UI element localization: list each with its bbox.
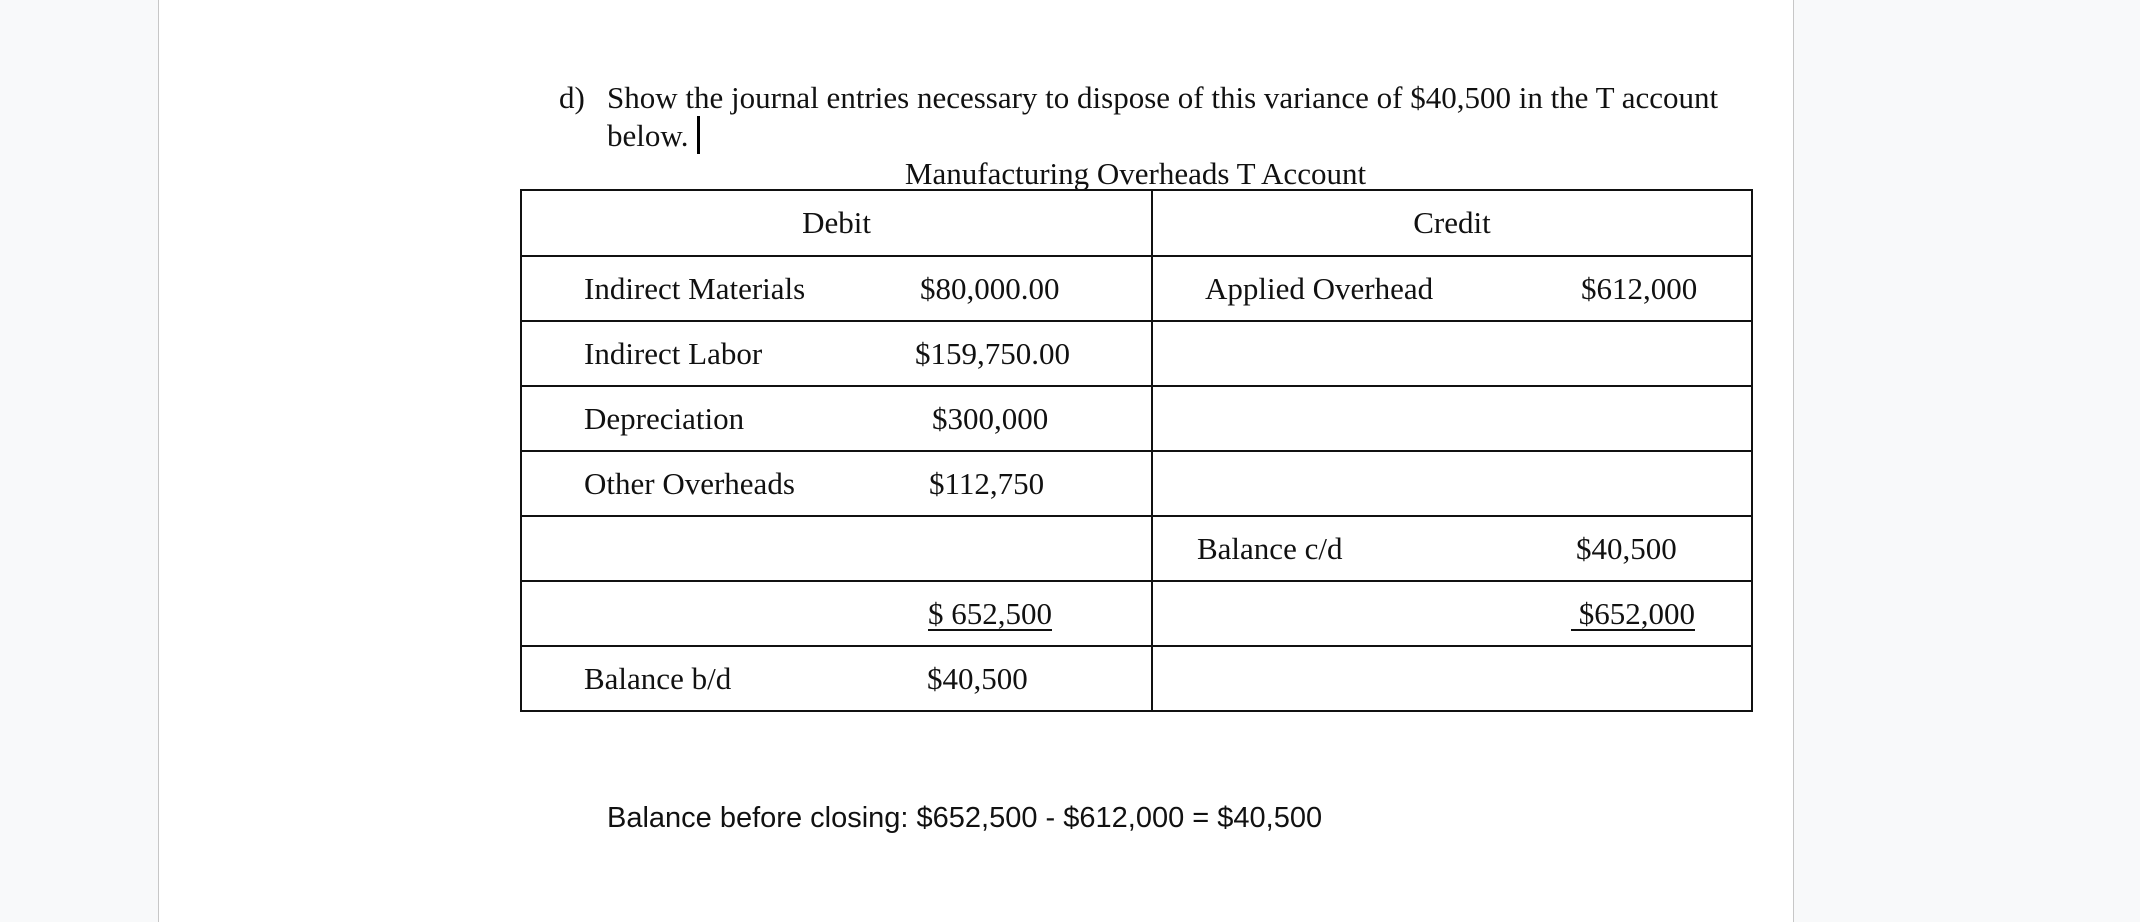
debit-total-amount: $ 652,500 (928, 595, 1052, 631)
balance-note: Balance before closing: $652,500 - $612,000 = $40,500 (607, 802, 1323, 834)
debit-cell[interactable] (521, 646, 1152, 711)
credit-cell[interactable] (1152, 386, 1752, 451)
t-account-title-text: Manufacturing Overheads T Account (904, 156, 1367, 191)
t-account-table[interactable] (520, 189, 1753, 712)
credit-header: Credit (1152, 190, 1752, 256)
table-row (521, 386, 1752, 451)
credit-label: Applied Overhead (1205, 270, 1434, 306)
credit-total-amount: $652,000 (1571, 595, 1695, 631)
debit-cell[interactable] (521, 516, 1152, 581)
table-row (521, 581, 1752, 646)
debit-amount: $300,000 (932, 400, 1049, 436)
table-row (521, 646, 1752, 711)
credit-cell[interactable] (1152, 581, 1752, 646)
document-page[interactable] (158, 0, 1794, 922)
credit-cell[interactable] (1152, 256, 1752, 321)
t-account-title (520, 156, 1751, 192)
debit-amount: $112,750 (929, 465, 1045, 501)
credit-cell[interactable] (1152, 516, 1752, 581)
credit-cell[interactable] (1152, 646, 1752, 711)
table-row (521, 321, 1752, 386)
debit-cell[interactable] (521, 451, 1152, 516)
table-row (521, 516, 1752, 581)
credit-cell[interactable] (1152, 321, 1752, 386)
text-cursor (697, 116, 700, 154)
debit-amount: $40,500 (927, 660, 1028, 696)
credit-amount: $612,000 (1581, 270, 1698, 306)
credit-amount: $40,500 (1576, 530, 1677, 566)
question-text-block (607, 80, 1777, 154)
credit-cell[interactable] (1152, 451, 1752, 516)
question-marker: d) (559, 80, 585, 115)
debit-label: Other Overheads (584, 465, 795, 501)
debit-amount: $80,000.00 (920, 270, 1060, 306)
credit-label: Balance c/d (1197, 530, 1343, 566)
debit-header: Debit (521, 190, 1152, 256)
debit-cell[interactable] (521, 256, 1152, 321)
debit-cell[interactable] (521, 581, 1152, 646)
debit-amount: $159,750.00 (915, 335, 1070, 371)
question-text: Show the journal entries necessary to dispose of this variance of $40,500 in the T account below. (607, 80, 1719, 153)
debit-label: Indirect Labor (584, 335, 763, 371)
t-account-header-row (521, 190, 1752, 256)
debit-label: Balance b/d (584, 660, 732, 696)
debit-label: Depreciation (584, 400, 745, 436)
debit-cell[interactable] (521, 386, 1152, 451)
table-row (521, 451, 1752, 516)
table-row (521, 256, 1752, 321)
debit-cell[interactable] (521, 321, 1152, 386)
debit-label: Indirect Materials (584, 270, 806, 306)
